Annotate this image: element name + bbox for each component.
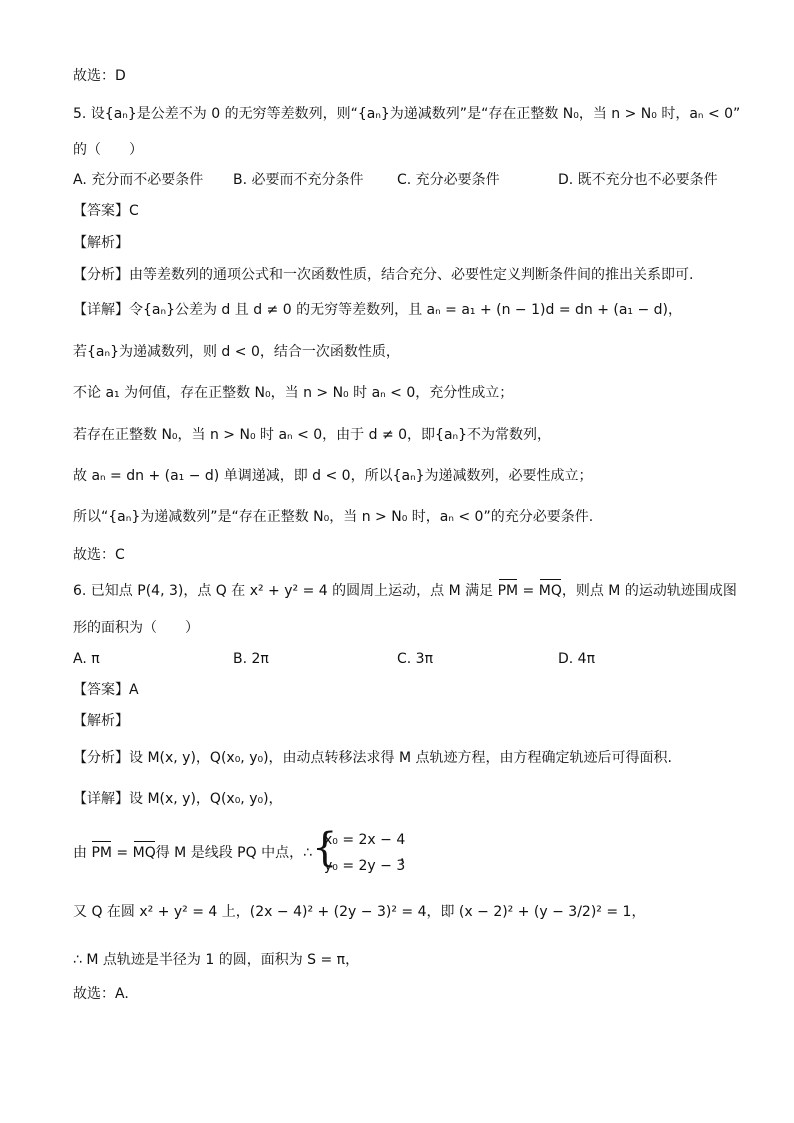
question-6-stem — [73, 581, 737, 601]
choose-6: 故选：A. — [73, 986, 129, 1002]
question-5-stem: 5. 设{aₙ}是公差不为 0 的无穷等差数列，则“{aₙ}为递减数列”是“存在正整数 N₀，当 n > N₀ 时，aₙ < 0” — [73, 106, 741, 122]
answer-choice-4: 故选：D — [73, 68, 126, 84]
question-6-stem-cont: 形的面积为（ ） — [73, 620, 199, 636]
choose-5: 故选：C — [73, 547, 125, 563]
vector-pm-2: PM — [91, 845, 112, 861]
q6-eq: = — [518, 583, 539, 599]
s1-eq: = — [111, 845, 133, 861]
option-d: D. 4π — [558, 651, 596, 667]
system-end: ， — [400, 848, 414, 864]
analysis-summary-6: 【分析】设 M(x, y)，Q(x₀, y₀)，由动点转移法求得 M 点轨迹方程，由方程确定轨迹后可得面积. — [73, 750, 672, 766]
answer-label-6: 【答案】A — [73, 682, 139, 698]
q6-text-a: 6. 已知点 P(4, 3)，点 Q 在 x² + y² = 4 的圆周上运动，点 M 满足 — [73, 583, 494, 599]
vector-pm: PM — [497, 583, 519, 599]
detail-5-line-3: 若存在正整数 N₀，当 n > N₀ 时 aₙ < 0，由于 d ≠ 0，即{aₙ}不为常数列， — [73, 427, 552, 443]
system-brace: { — [312, 825, 338, 871]
analysis-label-6: 【解析】 — [73, 713, 129, 729]
option-c: C. 充分必要条件 — [397, 172, 500, 188]
detail-5-line-1: 若{aₙ}为递减数列，则 d < 0，结合一次函数性质， — [73, 344, 400, 360]
detail-6: 【详解】设 M(x, y)，Q(x₀, y₀)， — [73, 791, 283, 807]
detail-5-line-4: 故 aₙ = dn + (a₁ − d) 单调递减，即 d < 0，所以{aₙ}为递减数列，必要性成立； — [73, 468, 593, 484]
vector-mq: MQ — [538, 583, 562, 599]
system-eq-2: y₀ = 2y − 3 — [324, 858, 406, 874]
analysis-label-5: 【解析】 — [73, 235, 129, 251]
analysis-summary-5: 【分析】由等差数列的通项公式和一次函数性质，结合充分、必要性定义判断条件间的推出关系即可. — [73, 267, 694, 283]
detail-5-line-2: 不论 a₁ 为何值，存在正整数 N₀，当 n > N₀ 时 aₙ < 0，充分性成立； — [73, 385, 514, 401]
detail-5-line-5: 所以“{aₙ}为递减数列”是“存在正整数 N₀，当 n > N₀ 时，aₙ < 0”的充分必要条件. — [73, 509, 594, 525]
option-a: A. 充分而不必要条件 — [73, 172, 204, 188]
vector-mq-2: MQ — [132, 845, 156, 861]
option-d: D. 既不充分也不必要条件 — [558, 172, 718, 188]
s1-text-a: 由 — [73, 845, 87, 861]
answer-label-5: 【答案】C — [73, 203, 139, 219]
option-a: A. π — [73, 651, 100, 667]
system-eq-1: x₀ = 2x − 4 — [324, 832, 406, 848]
q6-text-b: ，则点 M 的运动轨迹围成图 — [561, 583, 737, 599]
option-c: C. 3π — [397, 651, 434, 667]
detail-6-conclusion: ∴ M 点轨迹是半径为 1 的圆，面积为 S = π， — [73, 952, 360, 968]
detail-6-midpoint — [73, 843, 312, 863]
question-5-stem-cont: 的（ ） — [73, 142, 143, 158]
s1-text-b: 得 M 是线段 PQ 中点，∴ — [155, 845, 312, 861]
detail-6-circle: 又 Q 在圆 x² + y² = 4 上，(2x − 4)² + (2y − 3)² = 4，即 (x − 2)² + (y − 3/2)² = 1， — [73, 904, 646, 920]
detail-5: 【详解】令{aₙ}公差为 d 且 d ≠ 0 的无穷等差数列，且 aₙ = a₁ + (n − 1)d = dn + (a₁ − d)， — [73, 302, 683, 318]
option-b: B. 2π — [233, 651, 269, 667]
option-b: B. 必要而不充分条件 — [233, 172, 364, 188]
